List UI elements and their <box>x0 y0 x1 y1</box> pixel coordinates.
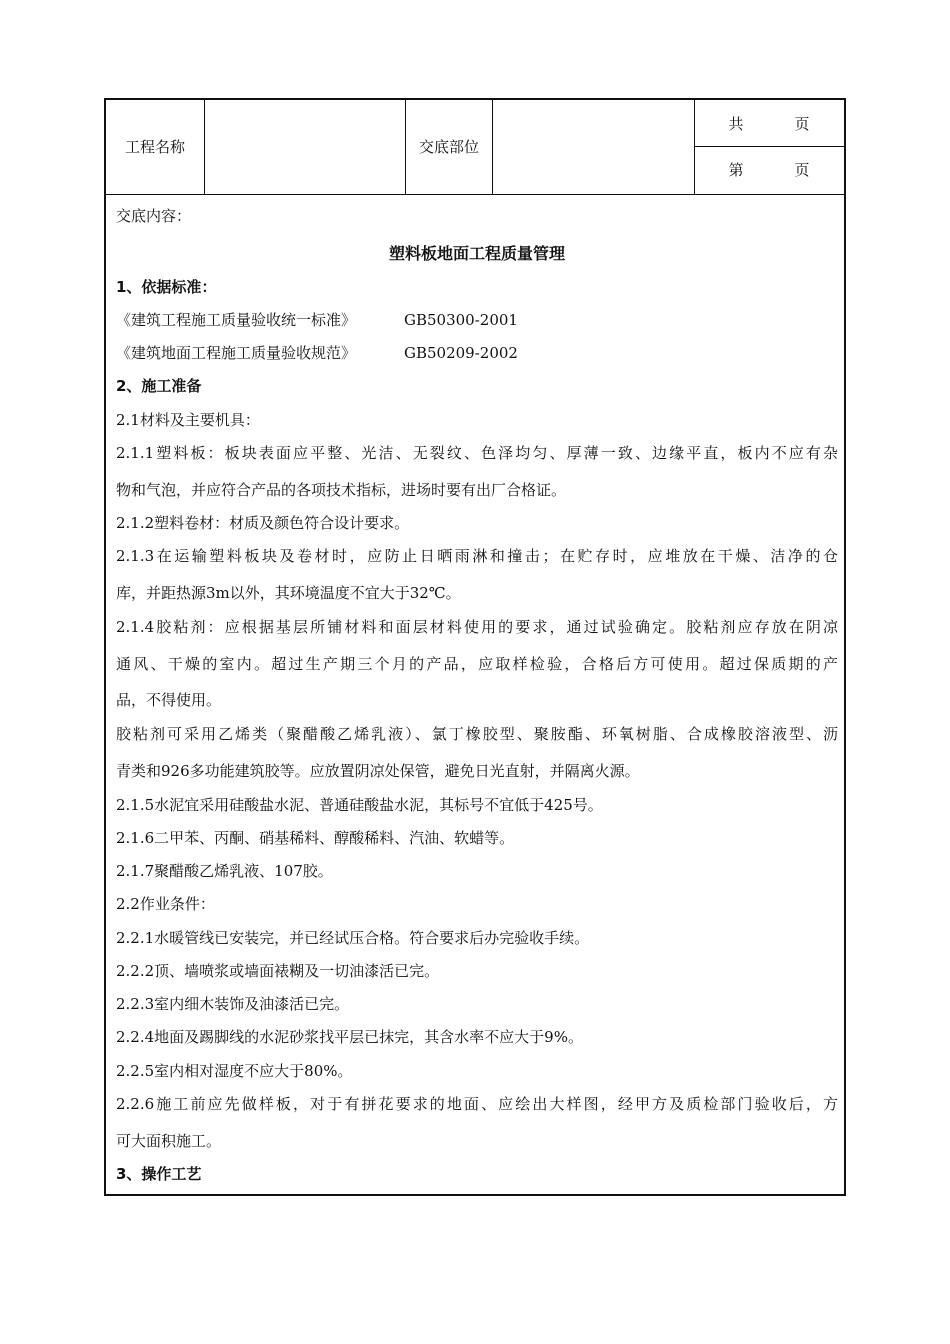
text-line: 青类和926多功能建筑胶等。应放置阴凉处保管，避免日光直射，并隔离火源。 <box>116 762 640 780</box>
standard-name: 《建筑工程施工质量验收统一标准》 <box>116 311 357 329</box>
text-line: 2.2.6施工前应先做样板，对于有拼花要求的地面、应绘出大样图，经甲方及质检部门验收后，方 <box>116 1095 838 1113</box>
project-name-label: 工程名称 <box>124 138 185 156</box>
text-line: 2.1.6二甲苯、丙酮、硝基稀料、醇酸稀料、汽油、软蜡等。 <box>116 829 515 847</box>
location-label: 交底部位 <box>418 138 479 156</box>
text-line: 2.1.2塑料卷材：材质及颜色符合设计要求。 <box>116 514 410 532</box>
text-line: 胶粘剂可采用乙烯类（聚醋酸乙烯乳液）、氯丁橡胶型、聚胺酯、环氧树脂、合成橡胶溶液型、沥 <box>116 725 838 743</box>
text-line: 2.2.2顶、墙喷浆或墙面裱糊及一切油漆活已完。 <box>116 962 440 980</box>
text-line: 品，不得使用。 <box>116 691 222 709</box>
section-heading: 3、操作工艺 <box>116 1165 202 1183</box>
section-heading: 1、依据标准： <box>116 278 217 296</box>
text-line: 2.1.7聚醋酸乙烯乳液、107胶。 <box>116 862 333 880</box>
text-line: 2.1.3在运输塑料板块及卷材时，应防止日晒雨淋和撞击；在贮存时，应堆放在干燥、洁净的仓 <box>116 547 838 565</box>
text-line: 2.1材料及主要机具： <box>116 411 260 429</box>
standard-code: GB50300-2001 <box>404 311 518 329</box>
page-title: 塑料板地面工程质量管理 <box>388 244 565 263</box>
text-line: 2.1.4胶粘剂：应根据基层所铺材料和面层材料使用的要求，通过试验确定。胶粘剂应存放在阴凉 <box>116 618 838 636</box>
total-unit: 页 <box>794 115 810 133</box>
standard-code: GB50209-2002 <box>404 344 518 362</box>
header-table <box>106 100 844 195</box>
divider <box>694 100 695 194</box>
divider <box>694 146 844 147</box>
text-line: 2.2.5室内相对湿度不应大于80%。 <box>116 1062 353 1080</box>
section-heading: 2、施工准备 <box>116 377 202 395</box>
divider <box>492 100 493 194</box>
content-label: 交底内容： <box>116 207 192 225</box>
text-line: 2.2.4地面及踢脚线的水泥砂浆找平层已抹完，其含水率不应大于9%。 <box>116 1028 583 1046</box>
total-label: 共 <box>728 115 744 133</box>
text-line: 2.2作业条件： <box>116 895 215 913</box>
page-unit: 页 <box>794 161 810 179</box>
standard-line <box>116 310 518 330</box>
divider <box>204 100 205 194</box>
text-line: 库，并距热源3m以外，其环境温度不宜大于32℃。 <box>116 584 461 602</box>
standard-line <box>116 343 518 363</box>
text-line: 通风、干燥的室内。超过生产期三个月的产品，应取样检验，合格后方可使用。超过保质期的产 <box>116 655 838 673</box>
text-line: 物和气泡，并应符合产品的各项技术指标，进场时要有出厂合格证。 <box>116 481 567 499</box>
text-line: 2.2.3室内细木装饰及油漆活已完。 <box>116 995 350 1013</box>
page-label: 第 <box>728 161 744 179</box>
disclosure-form <box>104 98 846 1196</box>
text-line: 2.2.1水暖管线已安装完，并已经试压合格。符合要求后办完验收手续。 <box>116 929 590 947</box>
text-line: 可大面积施工。 <box>116 1132 222 1150</box>
text-line: 2.1.1塑料板：板块表面应平整、光洁、无裂纹、色泽均匀、厚薄一致、边缘平直，板内不应有杂 <box>116 444 838 462</box>
standard-name: 《建筑地面工程施工质量验收规范》 <box>116 344 357 362</box>
text-line: 2.1.5水泥宜采用硅酸盐水泥、普通硅酸盐水泥，其标号不宜低于425号。 <box>116 796 603 814</box>
